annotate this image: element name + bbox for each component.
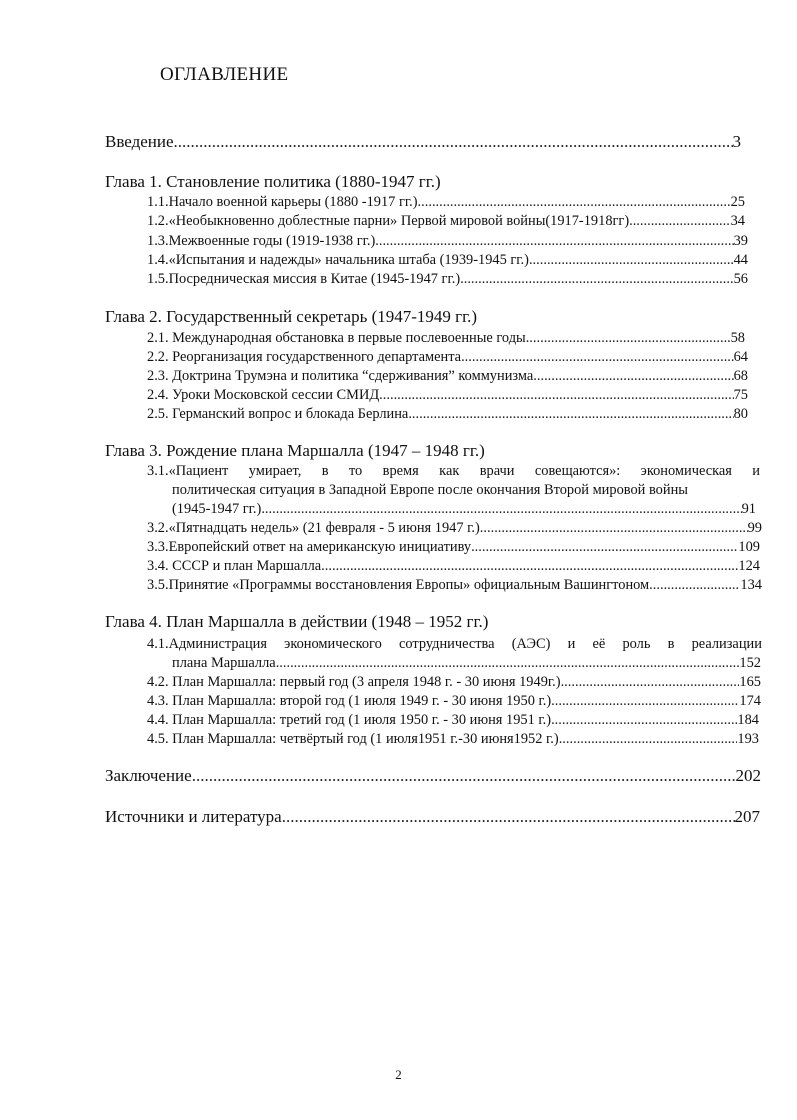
toc-entry-page: 58: [730, 330, 745, 346]
toc-word: 4.1.Администрация: [147, 636, 267, 652]
toc-entry-4-5[interactable]: [147, 731, 759, 748]
chapter-3-title[interactable]: Глава 3. Рождение плана Маршалла (1947 – 1948 гг.): [105, 441, 485, 460]
toc-entry-title: 3.4. СССР и план Маршалла: [147, 558, 322, 574]
toc-entry-title: 4.2. План Маршалла: первый год (3 апреля 1948 г. - 30 июня 1949г.): [147, 674, 561, 690]
toc-entry-4-3[interactable]: [147, 693, 761, 710]
toc-entry-title: 2.3. Доктрина Трумэна и политика “сдерживания” коммунизма: [147, 368, 534, 384]
toc-heading: ОГЛАВЛЕНИЕ: [160, 64, 289, 85]
toc-entry-title: 1.2.«Необыкновенно доблестные парни» Первой мировой войны(1917-1918гг): [147, 213, 630, 229]
toc-word: роль: [622, 636, 651, 652]
toc-entry-3-1-line1[interactable]: [147, 463, 760, 480]
toc-entry-page: 56: [733, 271, 748, 287]
toc-entry-title: 4.3. План Маршалла: второй год (1 июля 1949 г. - 30 июня 1950 г.): [147, 693, 552, 709]
toc-entry-page: 64: [733, 349, 748, 365]
toc-entry-page: 152: [739, 655, 761, 671]
dot-leader: [418, 194, 731, 211]
toc-entry-title: 1.5.Посредническая миссия в Китае (1945-1947 гг.): [147, 271, 461, 287]
toc-word: умирает,: [248, 463, 302, 479]
toc-word: то: [348, 463, 363, 479]
toc-entry-1-3[interactable]: [147, 233, 748, 250]
chapter-1-title[interactable]: Глава 1. Становление политика (1880-1947 гг.): [105, 172, 441, 191]
dot-leader: [276, 655, 740, 672]
toc-entry-page: 34: [730, 213, 745, 229]
toc-entry-page: 202: [735, 766, 761, 785]
toc-entry-page: 193: [737, 731, 759, 747]
dot-leader: [529, 252, 734, 269]
toc-entry-title: Заключение: [105, 766, 192, 785]
toc-word: совещаются»:: [534, 463, 621, 479]
toc-entry-page: 99: [747, 520, 762, 536]
dot-leader: [649, 577, 740, 594]
dot-leader: [379, 387, 733, 404]
toc-entry-page: 184: [737, 712, 759, 728]
toc-entry-title: 3.3.Европейский ответ на американскую инициативу: [147, 539, 472, 555]
toc-entry-title: 2.5. Германский вопрос и блокада Берлина: [147, 406, 409, 422]
toc-word: сотрудничества: [398, 636, 495, 652]
toc-entry-1-1[interactable]: [147, 194, 745, 211]
dot-leader: [629, 213, 731, 230]
dot-leader: [460, 271, 733, 288]
dot-leader: [471, 539, 738, 556]
toc-entry-intro[interactable]: [105, 132, 741, 152]
toc-word: её: [592, 636, 606, 652]
toc-entry-page: 25: [730, 194, 745, 210]
dot-leader: [533, 368, 733, 385]
toc-entry-1-5[interactable]: [147, 271, 748, 288]
dot-leader: [480, 520, 748, 537]
toc-entry-4-4[interactable]: [147, 712, 759, 729]
toc-entry-3-1-line2[interactable]: политическая ситуация в Западной Европе после окончания Второй мировой войны: [172, 482, 688, 498]
toc-entry-title: плана Маршалла: [172, 655, 276, 671]
toc-entry-page: 80: [733, 406, 748, 422]
toc-entry-3-1-line3[interactable]: [172, 501, 756, 518]
toc-entry-4-1-line2[interactable]: [172, 655, 761, 672]
toc-entry-1-4[interactable]: [147, 252, 748, 269]
toc-entry-page: 91: [741, 501, 756, 517]
toc-word: реализации: [691, 636, 762, 652]
toc-word: в: [667, 636, 675, 652]
toc-entry-conclusion[interactable]: [105, 766, 761, 786]
toc-entry-4-1-line1[interactable]: [147, 636, 762, 653]
toc-entry-3-3[interactable]: [147, 539, 760, 556]
dot-leader: [461, 349, 734, 366]
toc-word: экономическая: [640, 463, 732, 479]
dot-leader: [561, 674, 740, 691]
toc-entry-title: 1.3.Межвоенные годы (1919-1938 гг.): [147, 233, 376, 249]
toc-entry-page: 207: [734, 807, 760, 826]
toc-entry-title: 1.1.Начало военной карьеры (1880 -1917 гг.): [147, 194, 418, 210]
toc-word: и: [567, 636, 576, 652]
toc-entry-page: 39: [733, 233, 748, 249]
toc-entry-3-4[interactable]: [147, 558, 760, 575]
chapter-4-title[interactable]: Глава 4. План Маршалла в действии (1948 – 1952 гг.): [105, 612, 489, 631]
toc-word: как: [439, 463, 460, 479]
dot-leader: [375, 233, 733, 250]
toc-entry-3-5[interactable]: [147, 577, 762, 594]
toc-entry-2-5[interactable]: [147, 406, 748, 423]
toc-entry-page: 44: [733, 252, 748, 268]
dot-leader: [559, 731, 738, 748]
dot-leader: [551, 712, 737, 729]
toc-entry-title: 3.2.«Пятнадцать недель» (21 февраля - 5 июня 1947 г.): [147, 520, 480, 536]
dot-leader: [192, 766, 736, 786]
toc-entry-title: 4.4. План Маршалла: третий год (1 июля 1950 г. - 30 июня 1951 г.): [147, 712, 552, 728]
dot-leader: [526, 330, 731, 347]
toc-word: (АЭС): [511, 636, 551, 652]
toc-word: в: [321, 463, 329, 479]
toc-entry-page: 75: [733, 387, 748, 403]
toc-word: экономического: [284, 636, 382, 652]
toc-entry-2-4[interactable]: [147, 387, 748, 404]
toc-entry-page: 165: [739, 674, 761, 690]
toc-entry-2-3[interactable]: [147, 368, 748, 385]
toc-entry-title: 2.4. Уроки Московской сессии СМИД: [147, 387, 380, 403]
dot-leader: [551, 693, 739, 710]
toc-entry-title: Введение: [105, 132, 174, 151]
toc-entry-title: 4.5. План Маршалла: четвёртый год (1 июля1951 г.-30 июня1952 г.): [147, 731, 559, 747]
toc-entry-page: 134: [740, 577, 762, 593]
page-number: 2: [395, 1067, 402, 1082]
chapter-2-title[interactable]: Глава 2. Государственный секретарь (1947-1949 гг.): [105, 307, 478, 326]
dot-leader: [408, 406, 733, 423]
dot-leader: [282, 807, 735, 827]
toc-entry-page: 109: [738, 539, 760, 555]
toc-entry-page: 124: [738, 558, 760, 574]
toc-entry-1-2[interactable]: [147, 213, 745, 230]
toc-entry-title: 2.2. Реорганизация государственного департамента: [147, 349, 462, 365]
toc-entry-2-2[interactable]: [147, 349, 748, 366]
dot-leader: [261, 501, 741, 518]
toc-entry-4-2[interactable]: [147, 674, 761, 691]
toc-entry-title: 3.5.Принятие «Программы восстановления Европы» официальным Вашингтоном: [147, 577, 650, 593]
toc-entry-sources[interactable]: [105, 807, 760, 827]
toc-entry-title: 2.1. Международная обстановка в первые послевоенные годы: [147, 330, 526, 346]
toc-word: время: [382, 463, 419, 479]
toc-entry-title: Источники и литература: [105, 807, 282, 826]
toc-word: и: [752, 463, 760, 479]
toc-entry-title: 1.4.«Испытания и надежды» начальника штаба (1939-1945 гг.): [147, 252, 529, 268]
dot-leader: [174, 132, 733, 152]
toc-entry-title: (1945-1947 гг.): [172, 501, 262, 517]
toc-entry-3-2[interactable]: [147, 520, 762, 537]
toc-entry-page: 68: [733, 368, 748, 384]
dot-leader: [321, 558, 738, 575]
toc-entry-page: 3: [732, 132, 741, 151]
toc-entry-page: 174: [739, 693, 761, 709]
toc-word: 3.1.«Пациент: [147, 463, 229, 479]
toc-word: врачи: [479, 463, 515, 479]
toc-entry-2-1[interactable]: [147, 330, 745, 347]
